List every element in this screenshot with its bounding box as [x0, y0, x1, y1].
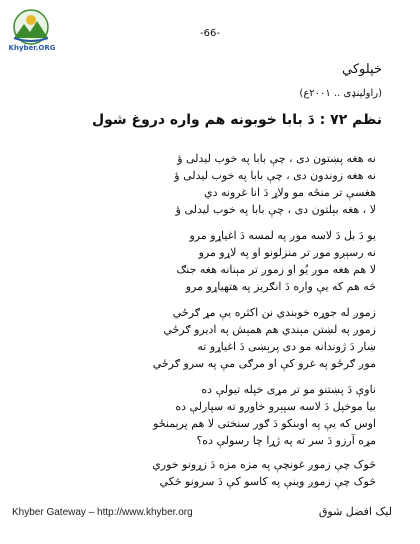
poem-line: څه هم که يې واره دَ انګريز په هتهياړو مرو [185, 280, 376, 293]
stanza-3 [56, 304, 376, 372]
poem-line: يو دَ بل دَ لاسه موږ په لمسه دَ اغياړو مرو [189, 229, 376, 242]
poem-line: ښار دَ ژوندانه مو دی پرېښی دَ اغياړو ته [197, 340, 376, 353]
footer-website: Khyber Gateway – http://www.khyber.org [12, 507, 193, 518]
poem-line: لا هم هغه موږ يُو او زموږ تر مېنانه هغه جنګ [176, 263, 376, 276]
poem-line: موږ ګرځو په غرو کې او مرګی مې په سرو ګرځي [152, 357, 376, 370]
khyber-logo [8, 8, 54, 46]
page-number: -66- [200, 28, 220, 39]
poem-line: اوس که يې په اوبنکو دَ ګور سنختی لا هم پرېمنځو [153, 417, 376, 430]
poem-title: نظم ۷۲ : دَ بابا خوبونه هم واره دروغ شول [91, 112, 382, 128]
stanza-5 [56, 456, 376, 490]
date-line: (راولپنډی .. ۲۰۰۱ع) [299, 88, 382, 99]
stanza-2 [56, 227, 376, 295]
poem-line: نه هغه زوندون دی ، چې بابا په خوب ليدلی ؤ [174, 169, 376, 182]
poem-line: څوک چې زموږ غونچې په مزه مزه دَ زړونو خوري [152, 458, 376, 471]
khyber-logo-mark [8, 8, 54, 46]
section-heading: خپلوکي [341, 62, 382, 77]
poem-line: زموږ له جوړه خوبندي نن اکثره يې مړ ګرځي [172, 306, 376, 319]
poem-line: زموږ په لښتن مېندي هم همېش په اديرو ګرځي [163, 323, 376, 336]
logo-label: Khyber.ORG [8, 44, 56, 52]
poem-line: مړه آرزو دَ سر ته په ژړا چا رسولې ده؟ [196, 434, 376, 447]
stanza-1 [56, 150, 376, 218]
poem-line: نه هغه پښتون دی ، چې بابا په خوب ليدلی ؤ [177, 152, 376, 165]
poem-line: بيا موخپل دَ لاسه سپېرو خاورو ته سپارلې ده [175, 400, 376, 413]
poem-line: هغسې تر منځه مو ولاړ دَ انا غرونه دي [203, 186, 376, 199]
poem-line: نه رسېږو موږ تر منزلونو او په لاړو مرو [198, 246, 376, 259]
poem-line: څوک چې زموږ وينې په کاسو کې دَ سرونو څکي [159, 475, 376, 488]
footer-author: ليک افضل شوق [318, 505, 392, 518]
stanza-4 [56, 381, 376, 449]
poem-line: لا ، هغه بېلتون دی ، چې بابا په خوب ليدلی ؤ [175, 203, 376, 216]
poem-line: ناوې دَ پښتنو مو تر مړی خپله تيولې ده [201, 383, 376, 396]
